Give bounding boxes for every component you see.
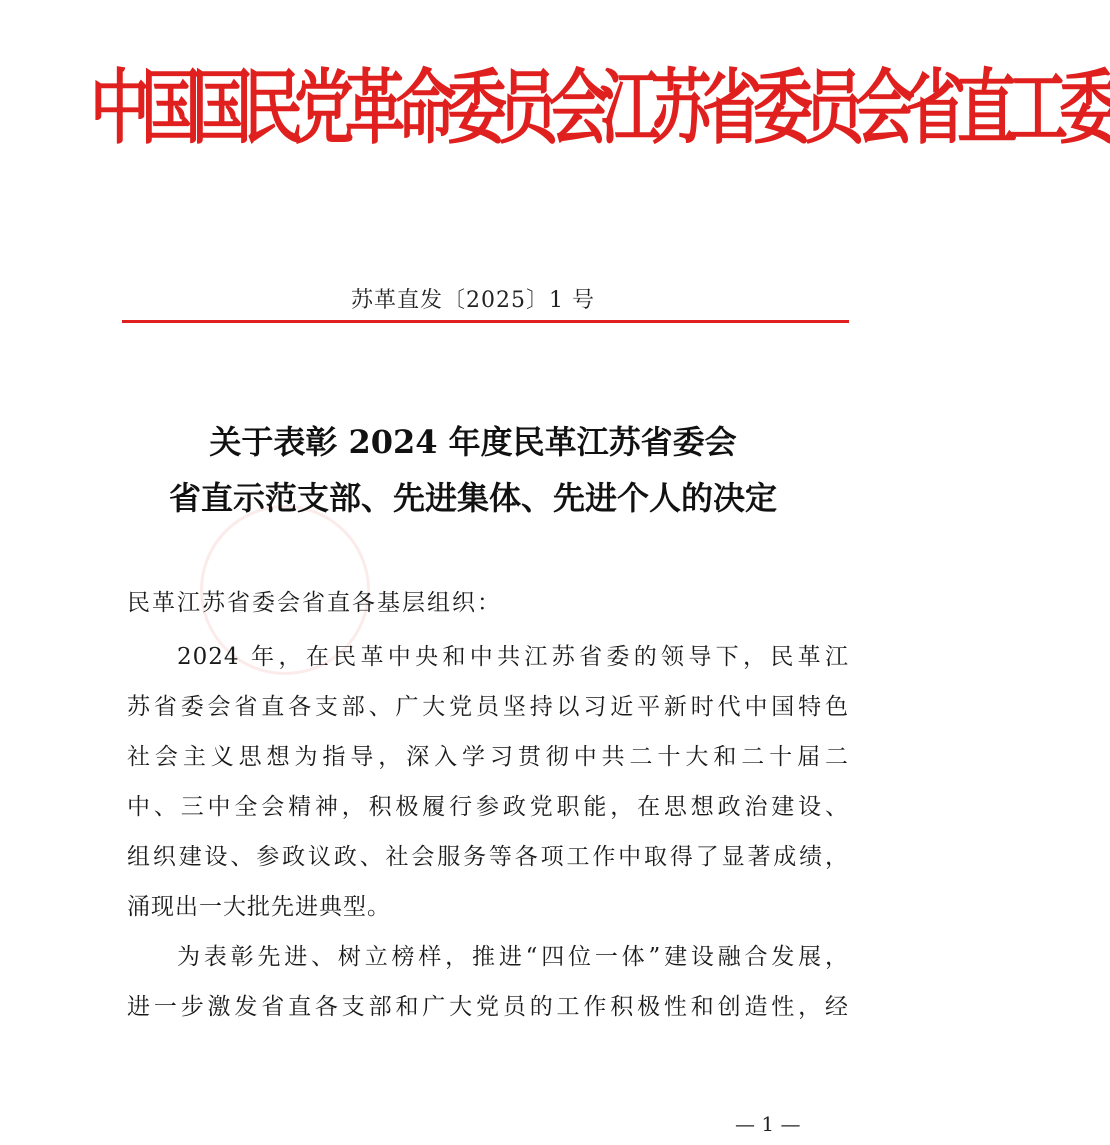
paragraph-line: 涌现出一大批先进典型。	[127, 894, 391, 920]
page-number: — 1 —	[735, 1112, 801, 1136]
red-separator-line	[122, 320, 849, 323]
paragraph-line: 社会主义思想为指导，深入学习贯彻中共二十大和二十届二	[127, 744, 849, 770]
salutation: 民革江苏省委会省直各基层组织：	[127, 590, 502, 616]
paragraph-line: 组织建设、参政议政、社会服务等各项工作中取得了显著成绩，	[127, 844, 849, 870]
paragraph-line: 苏省委会省直各支部、广大党员坚持以习近平新时代中国特色	[127, 694, 849, 720]
document-title-line-2: 省直示范支部、先进集体、先进个人的决定	[168, 479, 777, 517]
issuing-organization-header: 中国国民党革命委员会江苏省委员会省直工委	[90, 61, 1110, 156]
paragraph-line: 2024 年，在民革中央和中共江苏省委的领导下，民革江	[177, 644, 849, 670]
paragraph-line: 为表彰先进、树立榜样，推进“四位一体”建设融合发展，	[177, 944, 849, 970]
body-paragraph-1	[127, 632, 849, 932]
paragraph-line: 中、三中全会精神，积极履行参政党职能，在思想政治建设、	[127, 794, 849, 820]
body-paragraph-2	[127, 932, 849, 1032]
paragraph-line: 进一步激发省直各支部和广大党员的工作积极性和创造性，经	[127, 994, 849, 1020]
document-title-line-1: 关于表彰 2024 年度民革江苏省委会	[209, 423, 737, 461]
document-number: 苏革直发〔2025〕1 号	[351, 288, 595, 313]
